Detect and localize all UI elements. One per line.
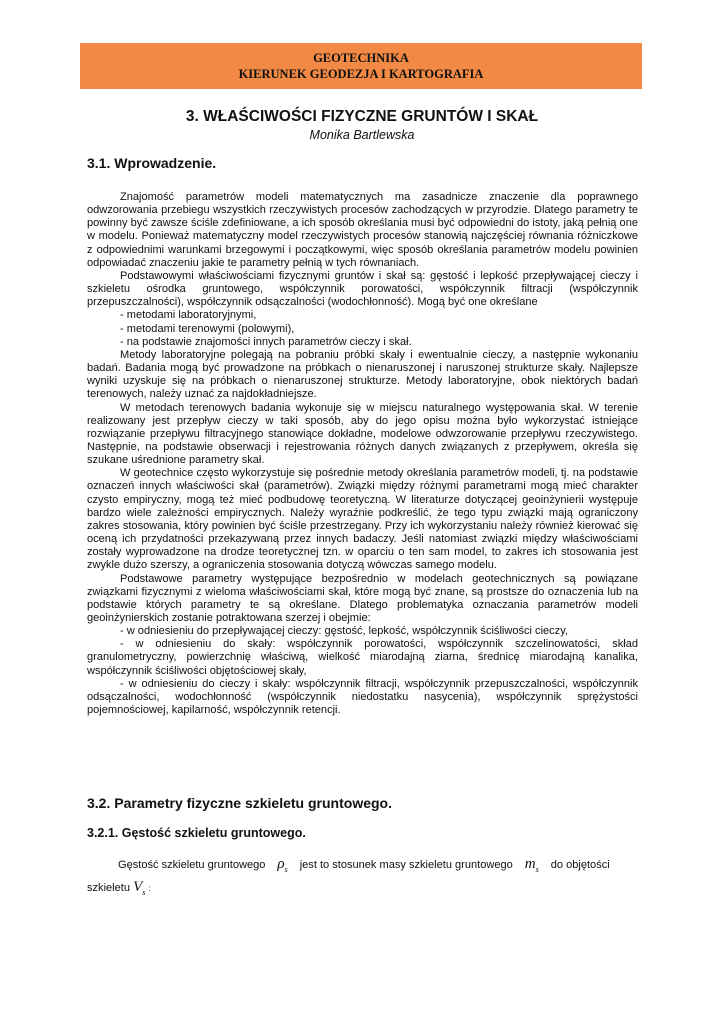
section-heading-parameters: 3.2. Parametry fizyczne szkieletu gruntowego. xyxy=(87,795,392,811)
paragraph: Podstawowymi właściwościami fizycznymi gruntów i skał są: gęstość i lepkość przepływającej cieczy i szkieletu ośrodka gruntowego, współczynnik porowatości, współczynnik filtracji (współczynnik przepuszczalności), współczynnik odsączalności (wodochłonność). Mogą być one określane xyxy=(87,269,638,309)
section-body-intro xyxy=(87,191,638,717)
list-item: - na podstawie znajomości innych parametrów cieczy i skał. xyxy=(120,335,412,348)
paragraph: Znajomość parametrów modeli matematycznych ma zasadnicze znaczenie dla poprawnego odwzorowania przebiegu wszystkich rzeczywistych procesów zachodzących w przyrodzie. Dlatego parametry te powinny być zawsze ściśle zdefiniowane, a ich sposób określania musi być odpowiedni do istoty, jaką pełnią one w modelu. Ponieważ matematyczny model rzeczywistych procesów stanowią najczęściej równania różniczkowe z odpowiednimi warunkami brzegowymi i początkowymi, więc sposób określania parametrów modelu powinien odpowiadać znaczeniu jakie te parametry pełnią w tych równaniach. xyxy=(87,191,638,269)
formula-line-2 xyxy=(87,879,151,897)
header-course: GEOTECHNIKA xyxy=(313,51,409,65)
list-item: - w odniesieniu do przepływającej cieczy: gęstość, lepkość, współczynnik ściśliwości cieczy, xyxy=(120,625,568,638)
formula-colon: : xyxy=(148,884,151,893)
formula-text: do objętości xyxy=(550,859,610,871)
paragraph: W geotechnice często wykorzystuje się pośrednie metody określania parametrów modeli, tj. na podstawie oznaczeń innych właściwości skał (parametrów). Związki między różnymi parametrami mogą mieć charakter czysto empiryczny, mogą też mieć podbudowę teoretyczną. W literaturze dotyczącej geoinżynierii występuje bardzo wiele zależności empirycznych. Należy wyraźnie podkreślić, że tego typu związki mają ograniczony zakres stosowania, który powinien być ściśle przestrzegany. Przy ich wykorzystaniu należy również kierować się oceną ich przydatności przekazywaną przez innych badaczy. Jeśli natomiast związki między właściwościami zostały wyprowadzone na drodze teoretycznej tzn. w oparciu o ten sam model, to zakres ich stosowania jest zwykle dużo szerszy, a ograniczenia stosowania dotyczą wówczas samego modelu. xyxy=(87,467,638,572)
header-program: KIERUNEK GEODEZJA I KARTOGRAFIA xyxy=(238,67,484,81)
paragraph: W metodach terenowych badania wykonuje się w miejscu naturalnego występowania skał. W terenie realizowany jest przepływ cieczy w taki sposób, aby do jego opisu można było wykorzystać istniejące rozwiązanie przepływu filtracyjnego stanowiące dokładne, modelowe odwzorowanie przepływu rzeczywistego. Następnie, na podstawie obserwacji i rejestrowania różnych danych związanych z przepływem, określa się szukane uśrednione parametry skał. xyxy=(87,401,638,467)
subsection-heading-density: 3.2.1. Gęstość szkieletu gruntowego. xyxy=(87,826,306,840)
list-item: - metodami terenowymi (polowymi), xyxy=(120,322,295,335)
section-heading-intro: 3.1. Wprowadzenie. xyxy=(87,155,217,171)
rho-symbol: $\rho_s$ xyxy=(277,856,288,874)
formula-text: Gęstość szkieletu gruntowego xyxy=(118,859,266,871)
formula-line-1 xyxy=(118,856,610,874)
paragraph: Metody laboratoryjne polegają na pobraniu próbki skały i ewentualnie cieczy, a następnie wykonaniu badań. Badania mogą być prowadzone na próbkach o nienaruszonej i naruszonej strukturze skały. Najlepsze wyniki uzyskuje się na próbkach o nienaruszonej strukturze. Metody laboratoryjne, obok niektórych badań terenowych, należy uznać za najdokładniejsze. xyxy=(87,348,638,401)
list-item: - metodami laboratoryjnymi, xyxy=(120,309,257,322)
formula-text: jest to stosunek masy szkieletu gruntowego xyxy=(299,859,513,871)
list-item: - w odniesieniu do cieczy i skały: współczynnik filtracji, współczynnik przepuszczalności, współczynnik odsączalności, wodochłonność (współczynnik niedostatku nasycenia), współczynnik sprężystości pojemnościowej, kapilarność, współczynnik retencji. xyxy=(87,677,638,717)
list-item: - w odniesieniu do skały: współczynnik porowatości, współczynnik szczelinowatości, skład granulometryczny, powierzchnię właściwą, wielkość miarodajną ziarna, średnicę miarodajną kanalika, współczynnik ściśliwości objętościowej skały, xyxy=(87,638,638,677)
mass-symbol: $m_s$ xyxy=(524,856,539,874)
header-band xyxy=(80,43,642,89)
formula-text: szkieletu xyxy=(87,882,130,894)
volume-symbol: $V_s$ xyxy=(133,879,146,897)
author: Monika Bartlewska xyxy=(309,128,415,142)
document-title: 3. WŁAŚCIWOŚCI FIZYCZNE GRUNTÓW I SKAŁ xyxy=(185,108,539,125)
paragraph: Podstawowe parametry występujące bezpośrednio w modelach geotechnicznych są powiązane związkami fizycznymi z wieloma właściwościami skał, które mogą być znane, są prostsze do oznaczenia lub na podstawie których parametry te są określane. Dlatego problematyka oznaczania parametrów modeli geoinżynierskich zostanie potraktowana szerzej i obejmie: xyxy=(87,572,638,624)
